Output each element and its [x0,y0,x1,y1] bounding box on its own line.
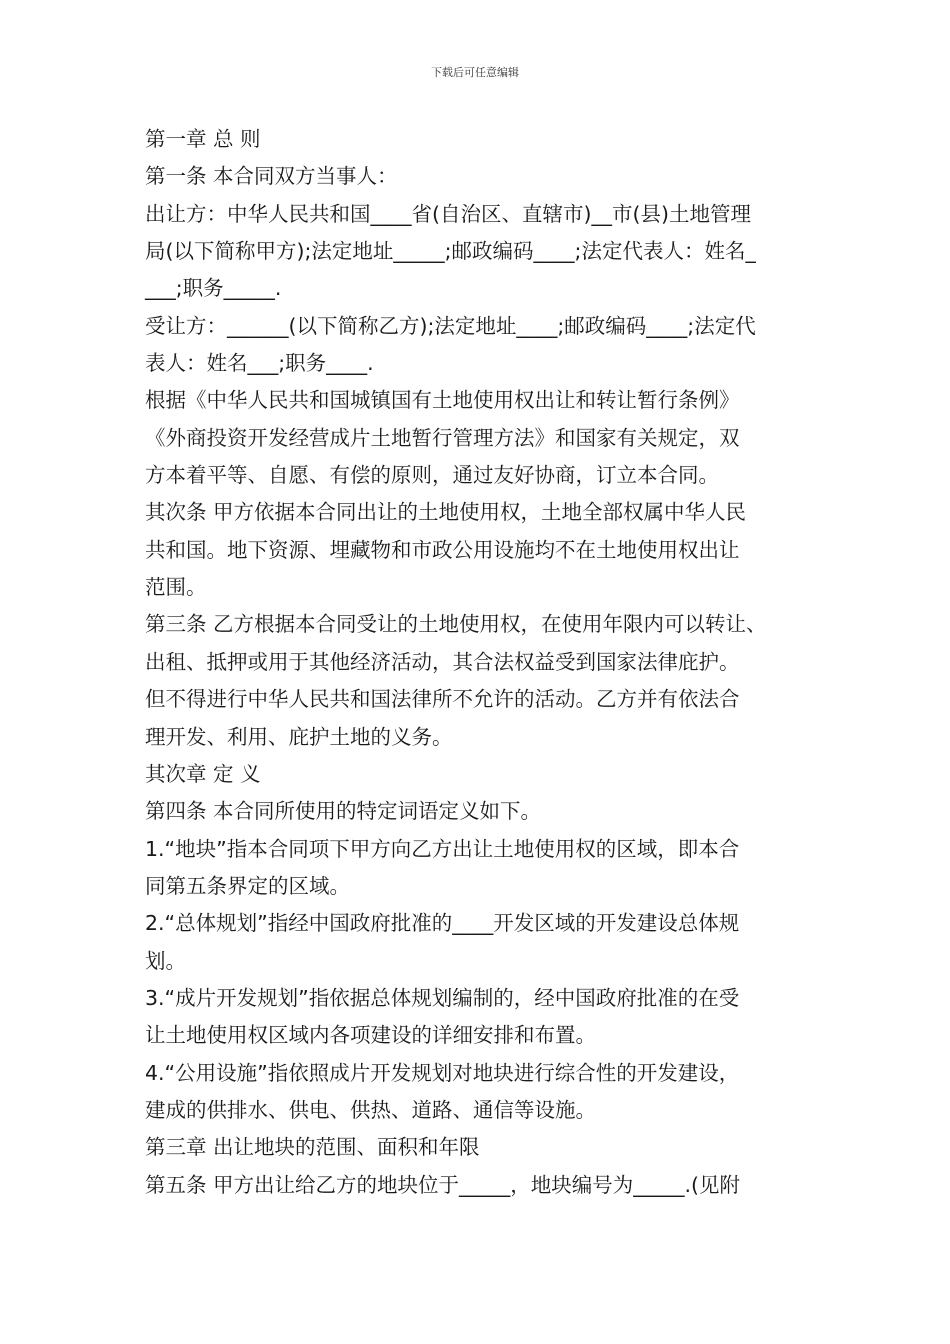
text-line: 但不得进行中华人民共和国法律所不允许的活动。乙方并有依法合 [145,687,740,712]
chapter-heading: 第三章 出让地块的范围、面积和年限 [145,1135,480,1160]
text-line: 表人：姓名___;职务____. [145,351,374,376]
chapter-heading: 第一章 总 则 [145,127,261,151]
text-line: 方本着平等、自愿、有偿的原则，通过友好协商，订立本合同。 [145,463,719,488]
text-line: 共和国。地下资源、埋藏物和市政公用设施均不在土地使用权出让 [145,537,740,562]
text-line: 第一条 本合同双方当事人： [145,164,398,189]
text-line: 建成的供排水、供电、供热、道路、通信等设施。 [145,1097,596,1122]
text-line: 划。 [145,948,186,973]
page-header-note: 下载后可任意编辑 [431,66,519,79]
text-line: 同第五条界定的区域。 [145,873,350,898]
text-line: 受让方：______(以下简称乙方);法定地址____;邮政编码____;法定代 [145,313,756,338]
text-line: 3.“成片开发规划”指依据总体规划编制的，经中国政府批准的在受 [145,985,740,1010]
text-line: 出让方：中华人民共和国____省(自治区、直辖市)__市(县)土地管理 [145,201,751,226]
text-line: 根据《中华人民共和国城镇国有土地使用权出让和转让暂行条例》 [145,388,740,413]
text-line: 范围。 [145,575,207,600]
text-line: 让土地使用权区域内各项建设的详细安排和布置。 [145,1023,596,1048]
text-line: 《外商投资开发经营成片土地暂行管理方法》和国家有关规定，双 [145,425,740,450]
chapter-heading: 其次章 定 义 [145,761,261,786]
text-line: 2.“总体规划”指经中国政府批准的____开发区域的开发建设总体规 [145,911,740,936]
text-line: 出租、抵押或用于其他经济活动，其合法权益受到国家法律庇护。 [145,649,740,674]
text-line: 理开发、利用、庇护土地的义务。 [145,724,453,749]
text-line: ___;职务_____. [145,276,282,301]
text-line: 第三条 乙方根据本合同受让的土地使用权，在使用年限内可以转让、 [145,612,767,637]
text-line: 第五条 甲方出让给乙方的地块位于_____，地块编号为_____.(见附 [145,1172,741,1197]
text-line: 4.“公用设施”指依照成片开发规划对地块进行综合性的开发建设， [145,1060,740,1085]
text-line: 1.“地块”指本合同项下甲方向乙方出让土地使用权的区域，即本合 [145,836,740,861]
text-line: 局(以下简称甲方);法定地址_____;邮政编码____;法定代表人：姓名_ [145,239,756,264]
text-line: 第四条 本合同所使用的特定词语定义如下。 [145,799,542,824]
contract-body [145,121,835,1204]
text-line: 其次条 甲方依据本合同出让的土地使用权，土地全部权属中华人民 [145,500,747,525]
